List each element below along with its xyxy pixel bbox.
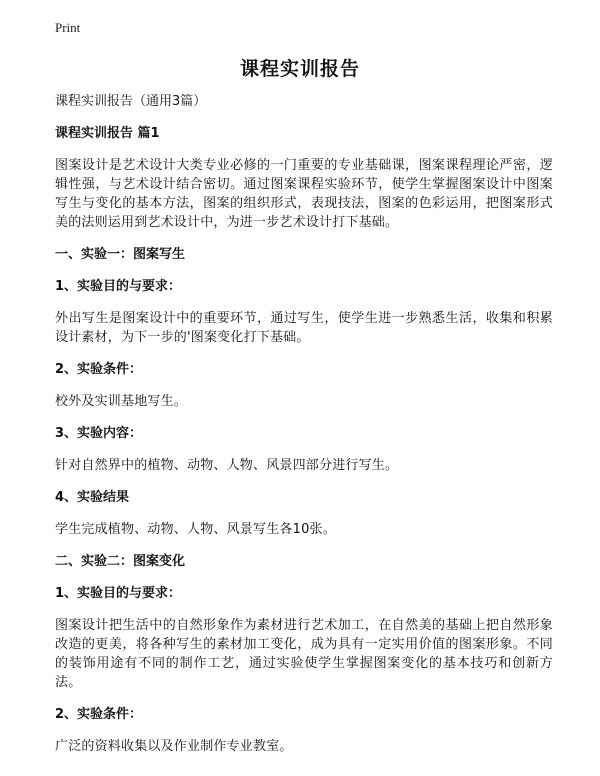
experiment-1 — [55, 245, 553, 539]
experiment-2 — [55, 552, 553, 756]
experiment-1-goal-text: 外出写生是图案设计中的重要环节，通过写生，使学生进一步熟悉生活，收集和积累设计素材，为下一步的'图案变化打下基础。 — [55, 311, 553, 345]
experiment-1-content-text: 针对自然界中的植物、动物、人物、风景四部分进行写生。 — [55, 458, 399, 473]
experiment-2-condition-text: 广泛的资料收集以及作业制作专业教室。 — [55, 739, 293, 754]
document-subtitle: 课程实训报告（通用3篇） — [55, 94, 207, 109]
experiment-1-condition-heading: 2、实验条件： — [55, 362, 143, 377]
experiment-1-goal-heading: 1、实验目的与要求： — [55, 279, 182, 294]
intro-paragraph: 图案设计是艺术设计大类专业必修的一门重要的专业基础课，图案课程理论严密，逻辑性强，与艺术设计结合密切。通过图案课程实验环节，使学生掌握图案设计中图案写生与变化的基本方法，图案的组织形式，表现技法，图案的色彩运用，把图案形式美的法则运用到艺术设计中，为进一步艺术设计打下基础。 — [55, 158, 553, 230]
document-body — [55, 92, 553, 769]
experiment-1-heading: 一、实验一：图案写生 — [55, 247, 186, 262]
experiment-1-content-heading: 3、实验内容： — [55, 426, 143, 441]
experiment-2-heading: 二、实验二：图案变化 — [55, 554, 186, 569]
experiment-2-goal-heading: 1、实验目的与要求： — [55, 586, 182, 601]
experiment-1-condition-text: 校外及实训基地写生。 — [55, 394, 188, 409]
print-link[interactable]: Print — [55, 20, 81, 35]
experiment-1-result-heading: 4、实验结果 — [55, 490, 130, 505]
page-title: 课程实训报告 — [239, 58, 360, 80]
experiment-2-goal-text: 图案设计把生活中的自然形象作为素材进行艺术加工，在自然美的基础上把自然形象改造的更美，将各种写生的素材加工变化，成为具有一定实用价值的图案形象。不同的装饰用途有不同的制作工艺，通过实验使学生掌握图案变化的基本技巧和创新方法。 — [55, 618, 553, 690]
article-section-title: 课程实训报告 篇1 — [55, 126, 160, 141]
experiment-2-condition-heading: 2、实验条件： — [55, 707, 143, 722]
experiment-1-result-text: 学生完成植物、动物、人物、风景写生各10张。 — [55, 522, 336, 537]
